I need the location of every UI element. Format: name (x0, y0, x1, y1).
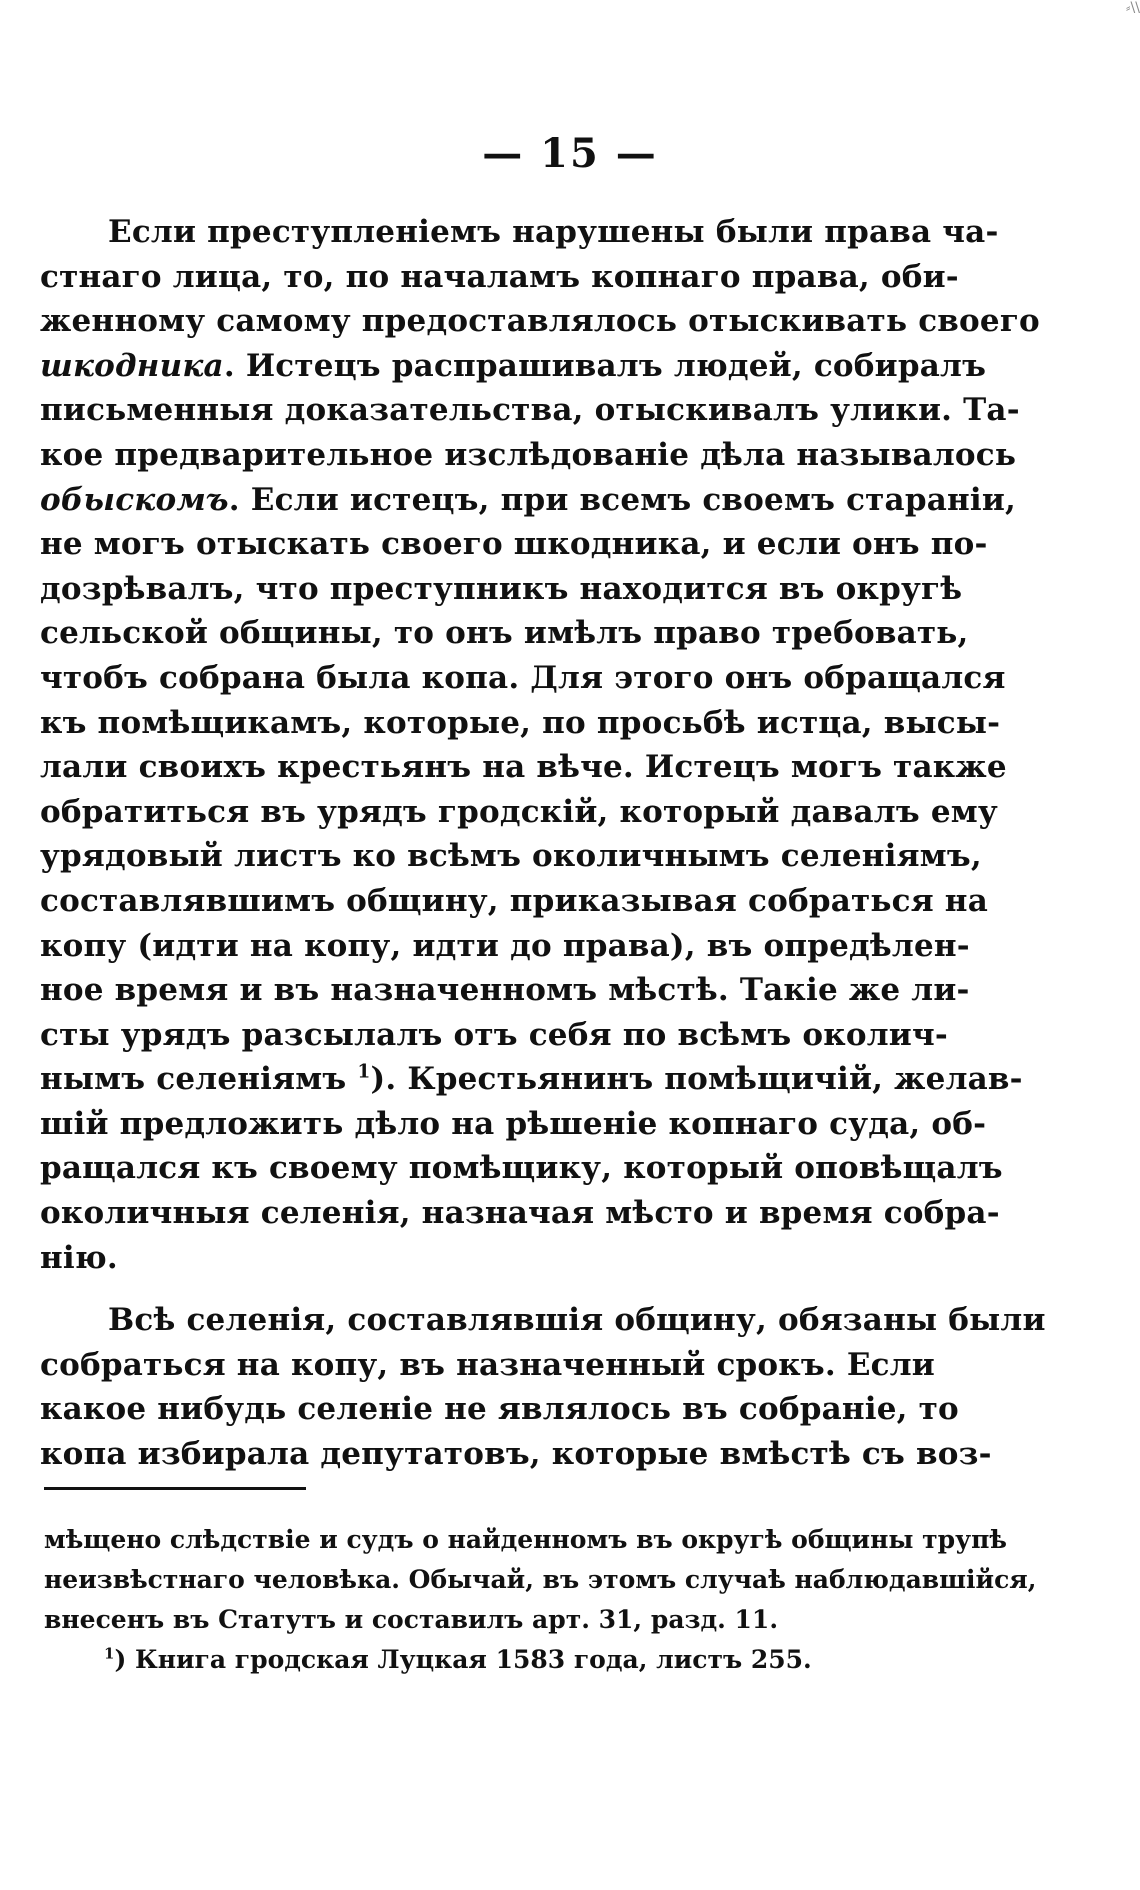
footnote-1-text: ) Книга гродская Луцкая 1583 года, листъ 255. (114, 1645, 812, 1674)
line-text: . Если истецъ, при всемъ своемъ стараніи, (228, 481, 1017, 518)
text-line: составлявшимъ общину, приказывая собраться на (40, 882, 988, 919)
text-line: нію. (40, 1239, 118, 1276)
page-number: — 15 — (482, 130, 658, 177)
text-line: ное время и въ назначенномъ мѣстѣ. Такіе же ли- (40, 972, 970, 1009)
text-line: кое предварительное изслѣдованіе дѣла называлось (40, 436, 1017, 473)
text-line: Всѣ селенія, составлявшія общину, обязаны были (108, 1302, 1046, 1339)
footnote-ref: 1 (357, 1061, 371, 1083)
footnote-line: неизвѣстнаго человѣка. Обычай, въ этомъ случаѣ наблюдавшійся, (44, 1565, 1037, 1594)
line-text: нымъ селеніямъ (40, 1061, 358, 1098)
text-line (40, 1057, 1023, 1102)
text-line: сельской общины, то онъ имѣлъ право требовать, (40, 615, 969, 652)
text-line: сты урядъ разсылалъ отъ себя по всѣмъ околич- (40, 1016, 948, 1053)
italic-term: шкодника (40, 347, 224, 384)
text-line: стнаго лица, то, по началамъ копнаго права, оби- (40, 258, 959, 295)
footnotes (44, 1520, 1037, 1680)
text-line (40, 478, 1017, 523)
text-line (40, 344, 987, 389)
text-line: письменныя доказательства, отыскивалъ улики. Та- (40, 392, 1020, 429)
text-line: копу (идти на копу, идти до права), въ опредѣлен- (40, 927, 970, 964)
text-line: не могъ отыскать своего шкодника, и если онъ по- (40, 526, 988, 563)
text-line: собраться на копу, въ назначенный срокъ. Если (40, 1346, 935, 1383)
text-line: дозрѣвалъ, что преступникъ находится въ округѣ (40, 570, 963, 607)
text-line: какое нибудь селеніе не являлось въ собраніе, то (40, 1391, 959, 1428)
text-line: шій предложить дѣло на рѣшеніе копнаго суда, об- (40, 1105, 987, 1142)
text-line: копа избирала депутатовъ, которые вмѣстѣ съ воз- (40, 1436, 992, 1473)
text-line: ращался къ своему помѣщику, который оповѣщалъ (40, 1150, 1003, 1187)
footnote-line: внесенъ въ Статутъ и составилъ арт. 31, разд. 11. (44, 1605, 779, 1634)
footnote-1 (44, 1640, 904, 1680)
text-line: лали своихъ крестьянъ на вѣче. Истецъ могъ также (40, 749, 1007, 786)
text-line: женному самому предоставлялось отыскивать своего (40, 303, 1040, 340)
main-text (40, 210, 1046, 1477)
footnote-separator-rule (44, 1487, 306, 1490)
italic-term: обыскомъ (40, 481, 229, 518)
text-line: къ помѣщикамъ, которые, по просьбѣ истца, высы- (40, 704, 1001, 741)
text-line: околичныя селенія, назначая мѣсто и время собра- (40, 1195, 1000, 1232)
line-text: . Истецъ распрашивалъ людей, собиралъ (223, 347, 987, 384)
text-line: обратиться въ урядъ гродскій, который давалъ ему (40, 793, 998, 830)
paragraph-1 (40, 210, 1040, 1280)
line-text: ). Крестьянинъ помѣщичій, желав- (370, 1061, 1023, 1098)
footnote-line: мѣщено слѣдствіе и судъ о найденномъ въ округѣ общины трупѣ (44, 1525, 1008, 1554)
paragraph-2 (40, 1298, 1046, 1476)
footnote-1-marker: 1 (104, 1644, 115, 1663)
text-line: Если преступленіемъ нарушены были права ча- (108, 214, 999, 250)
text-line: чтобъ собрана была копа. Для этого онъ обращался (40, 659, 1006, 696)
text-line: урядовый листъ ко всѣмъ околичнымъ селеніямъ, (40, 838, 982, 875)
scan-corner-mark: ⸗\\ (1125, 0, 1140, 16)
